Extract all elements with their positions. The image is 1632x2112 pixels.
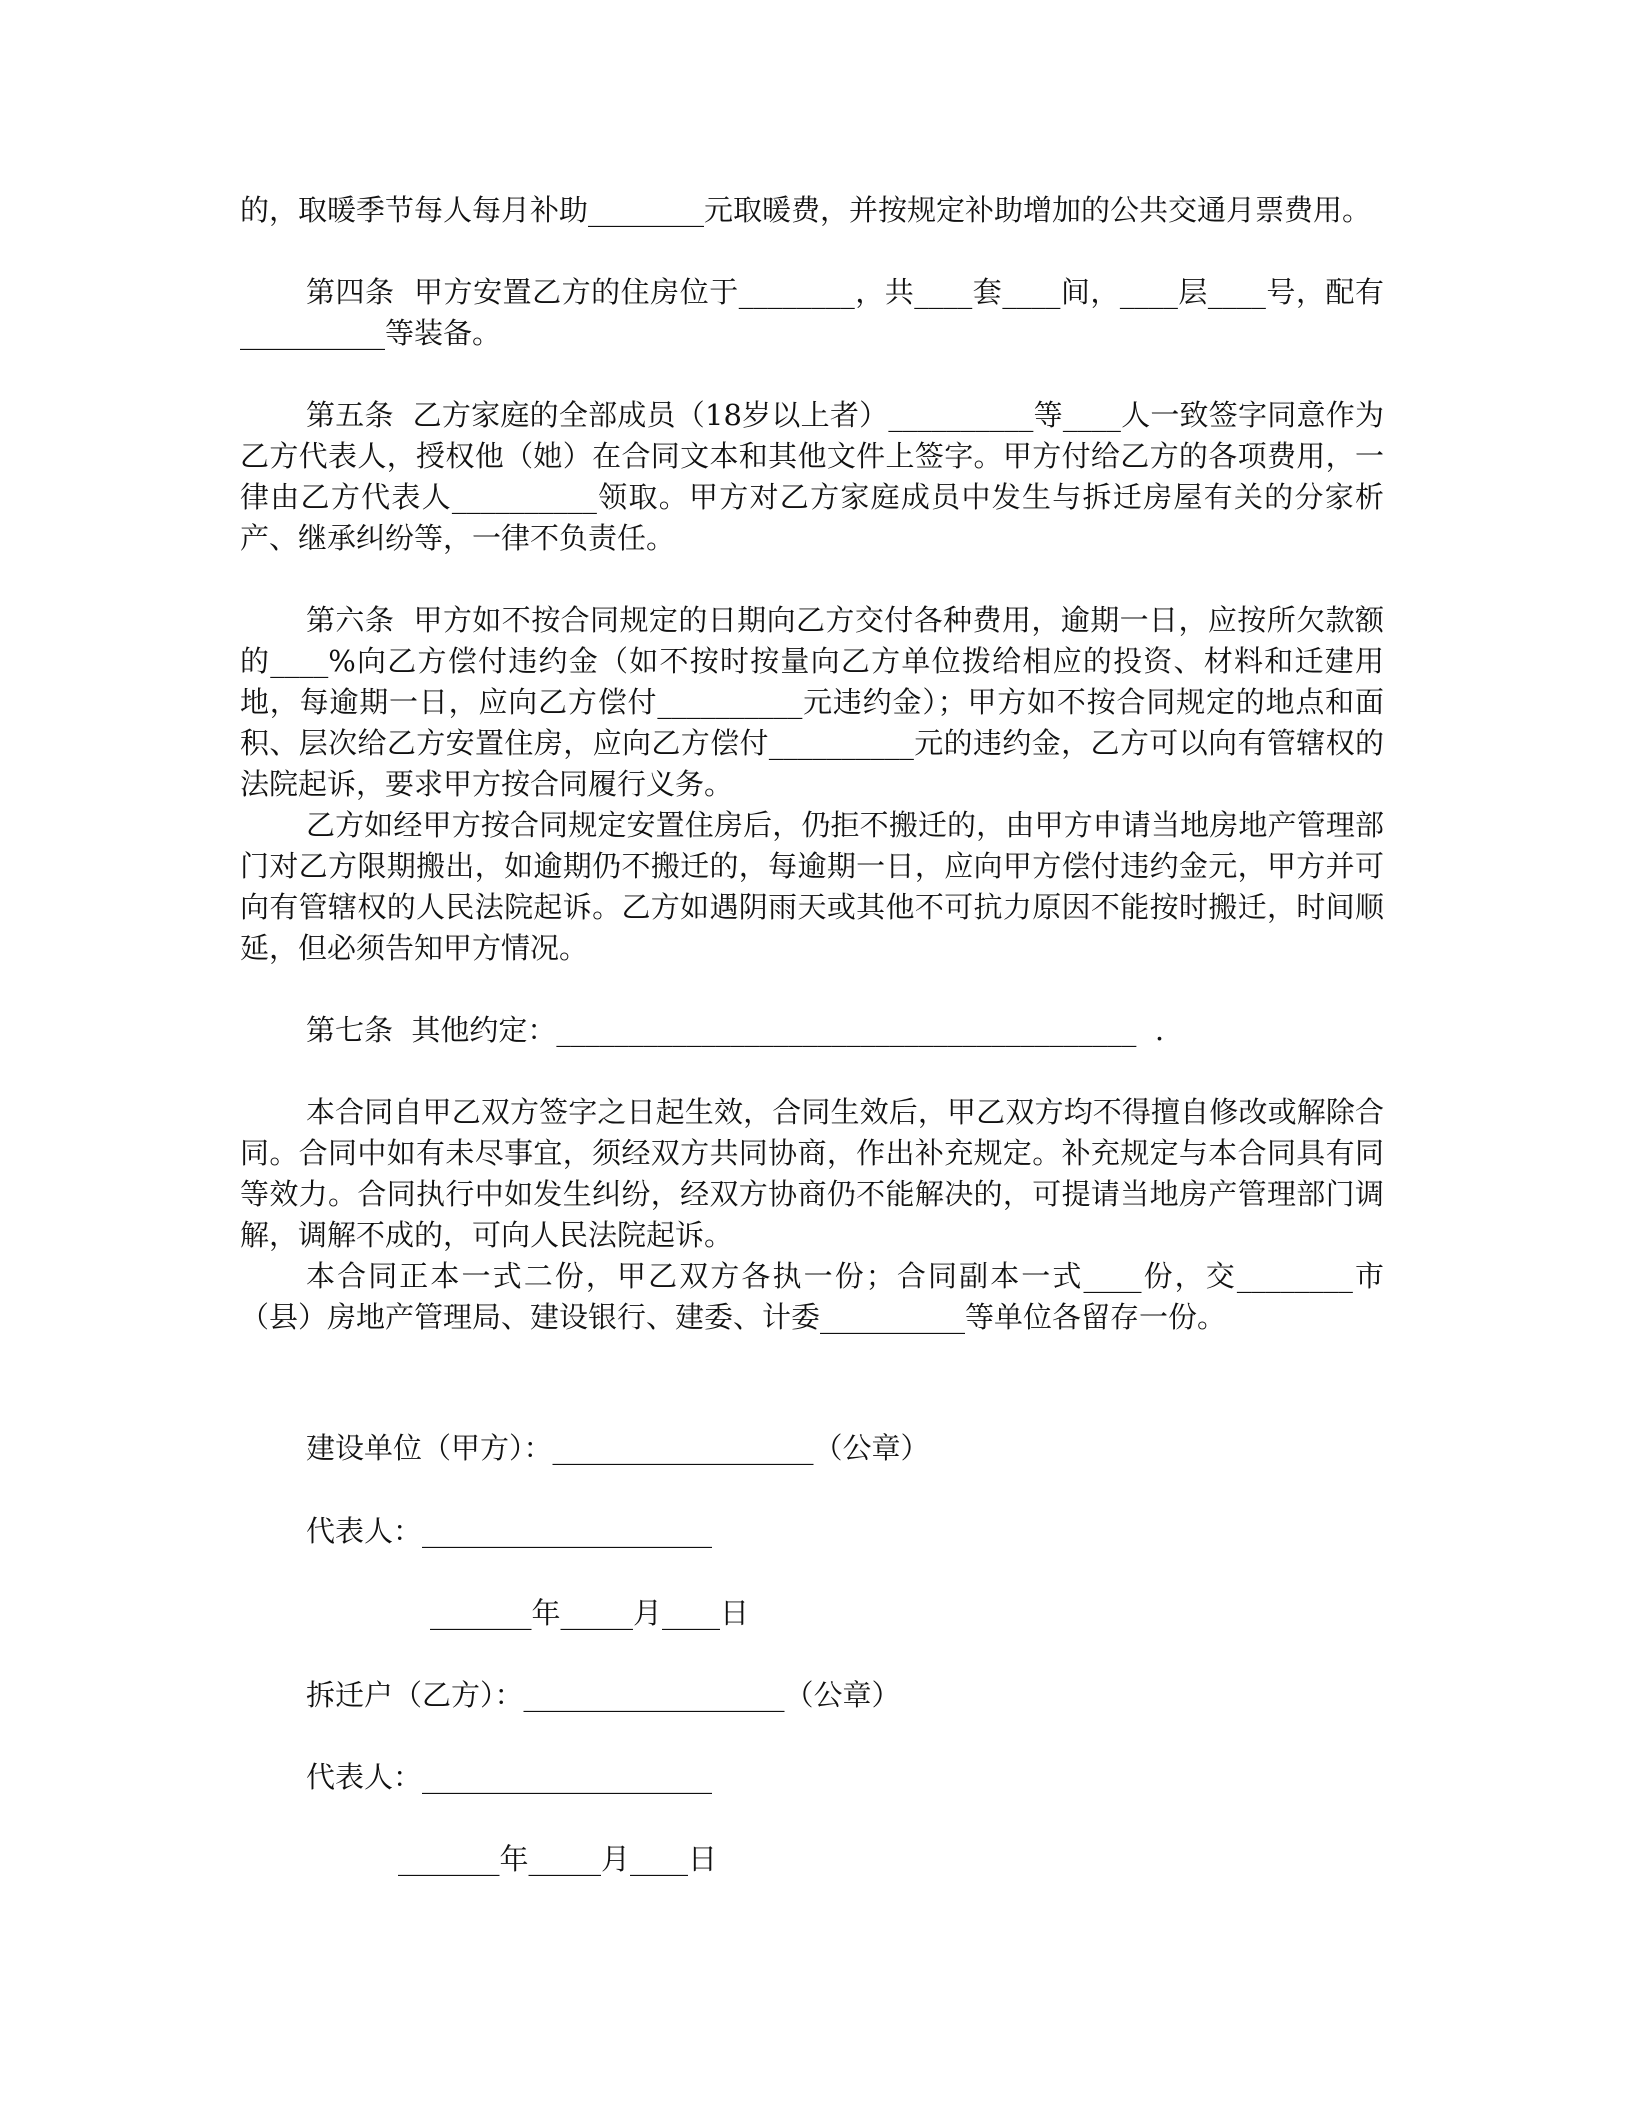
party-b-representative-line: 代表人：____________________ — [306, 1760, 713, 1794]
party-a-signature-line: 建设单位（甲方）：__________________（公章） — [306, 1431, 930, 1465]
paragraph-copies: 本合同正本一式二份，甲乙双方各执一份；合同副本一式____份，交________市（县）房地产管理局、建设银行、建委、计委__________等单位各留存一份。 — [240, 1259, 1384, 1334]
contract-body — [240, 190, 1384, 1338]
paragraph-article-6: 第六条 甲方如不按合同规定的日期向乙方交付各种费用，逾期一日，应按所欠款额的____%向乙方偿付违约金（如不按时按量向乙方单位拨给相应的投资、材料和迁建用地，每逾期一日，应向乙方偿付__________元违约金）；甲方如不按合同规定的地点和面积、层次给乙方安置住房，应向乙方偿付__________元的违约金，乙方可以向有管辖权的法院起诉，要求甲方按合同履行义务。 — [240, 603, 1384, 801]
party-a-date-line: _______年_____月____日 — [430, 1596, 750, 1630]
paragraph-article-4: 第四条 甲方安置乙方的住房位于________，共____套____间，____层____号，配有__________等装备。 — [240, 275, 1384, 350]
paragraph-effectiveness: 本合同自甲乙双方签字之日起生效，合同生效后，甲乙双方均不得擅自修改或解除合同。合同中如有未尽事宜，须经双方共同协商，作出补充规定。补充规定与本合同具有同等效力。合同执行中如发生纠纷，经双方协商仍不能解决的，可提请当地房产管理部门调解，调解不成的，可向人民法院起诉。 — [240, 1095, 1384, 1252]
paragraph-article-7: 第七条 其他约定：________________________________________ . — [306, 1013, 1165, 1047]
paragraph-article-6-relocation: 乙方如经甲方按合同规定安置住房后，仍拒不搬迁的，由甲方申请当地房地产管理部门对乙方限期搬出，如逾期仍不搬迁的，每逾期一日，应向甲方偿付违约金元，甲方并可向有管辖权的人民法院起诉。乙方如遇阴雨天或其他不可抗力原因不能按时搬迁，时间顺延，但必须告知甲方情况。 — [240, 808, 1384, 965]
paragraph-continued-allowance: 的，取暖季节每人每月补助________元取暖费，并按规定补助增加的公共交通月票费用。 — [240, 193, 1372, 227]
paragraph-article-5: 第五条 乙方家庭的全部成员（18岁以上者）__________等____人一致签字同意作为乙方代表人，授权他（她）在合同文本和其他文件上签字。甲方付给乙方的各项费用，一律由乙方代表人__________领取。甲方对乙方家庭成员中发生与拆迁房屋有关的分家析产、继承纠纷等，一律不负责任。 — [240, 398, 1384, 555]
party-a-representative-line: 代表人：____________________ — [306, 1514, 713, 1548]
party-b-date-line: _______年_____月____日 — [398, 1842, 718, 1876]
party-b-signature-line: 拆迁户（乙方）：__________________（公章） — [306, 1678, 901, 1712]
